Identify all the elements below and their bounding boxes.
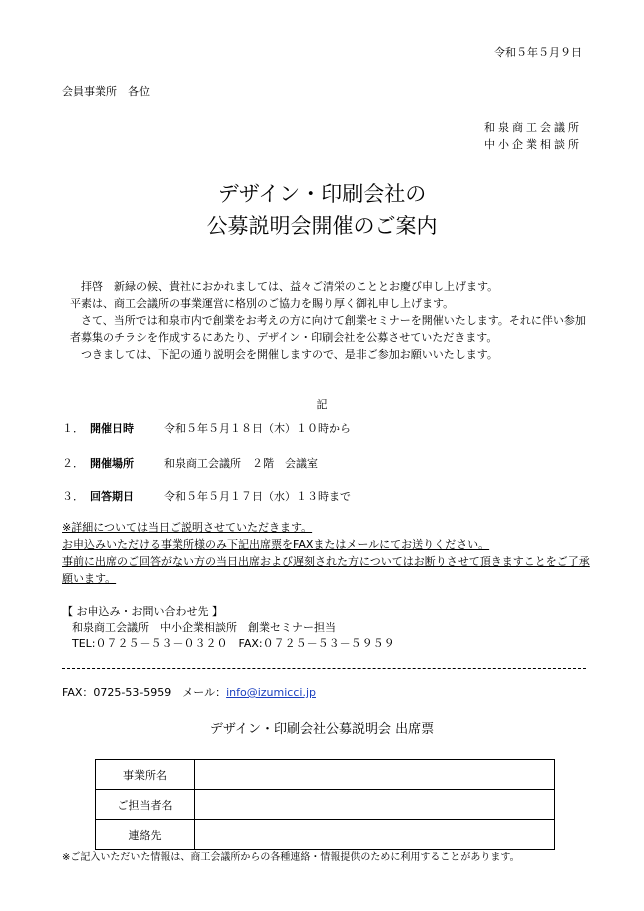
item-label: 回答期日 (90, 490, 134, 503)
form-input-company[interactable] (195, 760, 555, 790)
note-3: 事前に出席のご回答がない方の当日出席および遅刻された方についてはお断りさせて頂きますことをご了承願います。 (62, 555, 590, 585)
notes (62, 519, 592, 587)
contact-heading: 【 お申込み・お問い合わせ先 】 (62, 605, 223, 618)
item-value: 和泉商工会議所 ２階 会議室 (164, 457, 318, 470)
fax-line (62, 684, 316, 700)
body-paragraph-1: 拝啓 新緑の候、貴社におかれましては、益々ご清栄のこととお慶び申し上げます。 (70, 280, 499, 293)
item-value: 令和５年５月１８日（木）１０時から (164, 422, 351, 435)
item-number: ３． (62, 490, 84, 503)
attendance-form (95, 759, 555, 850)
item-label: 開催日時 (90, 422, 134, 435)
sender-line-1: 和泉商工会議所 (484, 121, 582, 134)
detail-item-venue (62, 455, 318, 471)
sender-line-2: 中小企業相談所 (484, 138, 582, 151)
form-title: デザイン・印刷会社公募説明会 出席票 (209, 722, 435, 737)
form-input-person[interactable] (195, 790, 555, 820)
contact-block (62, 604, 395, 652)
detail-item-deadline (62, 488, 351, 504)
detail-item-date (62, 420, 351, 436)
body-text (70, 278, 590, 363)
body-paragraph-2: 平素は、商工会議所の事業運営に格別のご協力を賜り厚く御礼申し上げます。 (70, 297, 455, 310)
fax-number: FAX：0725-53-5959 メール： (62, 686, 227, 699)
recipient: 会員事業所 各位 (62, 85, 150, 98)
title-line-1: デザイン・印刷会社の (217, 182, 427, 206)
form-label-contact: 連絡先 (96, 820, 195, 850)
item-number: ２． (62, 457, 84, 470)
item-value: 令和５年５月１７日（水）１３時まで (164, 490, 351, 503)
email-link[interactable]: info@izumicci.jp (226, 686, 316, 699)
footnote: ※ご記入いただいた情報は、商工会議所からの各種連絡・情報提供のために利用することがあります。 (62, 852, 520, 863)
contact-phones: TEL:０７２５－５３－０３２０ FAX:０７２５－５３－５９５９ (72, 637, 395, 650)
sender-block (484, 119, 582, 153)
document-date: 令和５年５月９日 (494, 46, 582, 59)
form-row (96, 820, 555, 850)
form-label-company: 事業所名 (96, 760, 195, 790)
note-1: ※詳細については当日ご説明させていただきます。 (62, 521, 313, 534)
form-label-person: ご担当者名 (96, 790, 195, 820)
form-row (96, 790, 555, 820)
document-title (0, 178, 644, 242)
body-paragraph-3: さて、当所では和泉市内で創業をお考えの方に向けて創業セミナーを開催いたします。それに伴い参加者募集のチラシを作成するにあたり、デザイン・印刷会社を公募させていただきます。 (70, 314, 586, 344)
form-row (96, 760, 555, 790)
body-paragraph-4: つきましては、下記の通り説明会を開催しますので、是非ご参加お願いいたします。 (70, 348, 498, 361)
item-number: １． (62, 422, 84, 435)
item-label: 開催場所 (90, 457, 134, 470)
form-input-contact[interactable] (195, 820, 555, 850)
note-2: お申込みいただける事業所様のみ下記出席票をFAXまたはメールにてお送りください。 (62, 538, 490, 551)
title-line-2: 公募説明会開催のご案内 (206, 214, 438, 238)
cut-line (62, 668, 586, 669)
ki-marker: 記 (316, 398, 328, 411)
contact-org: 和泉商工会議所 中小企業相談所 創業セミナー担当 (72, 621, 336, 634)
